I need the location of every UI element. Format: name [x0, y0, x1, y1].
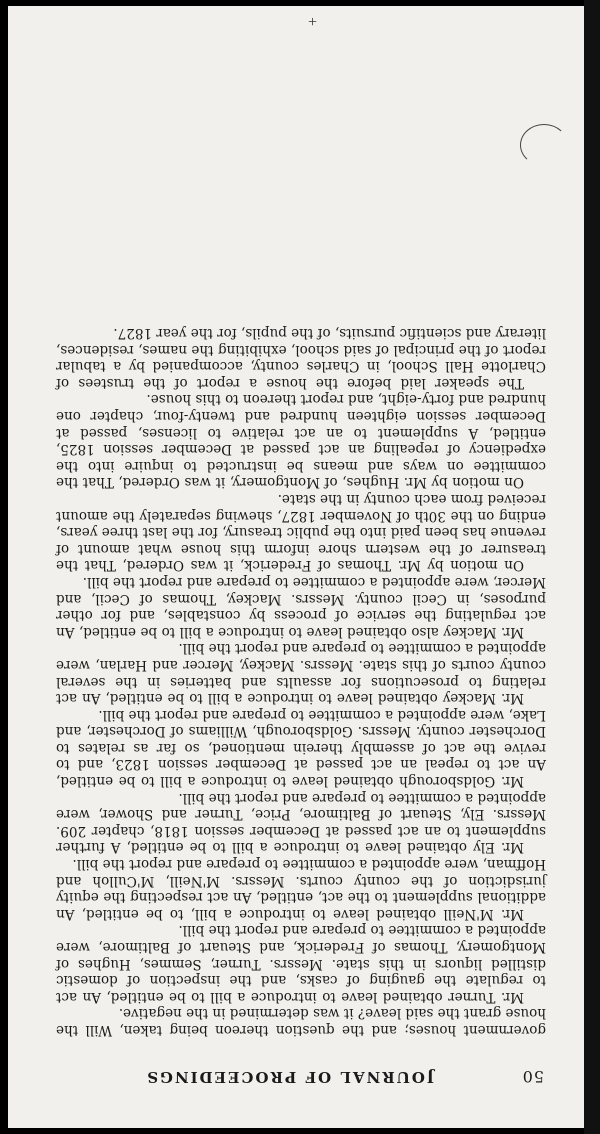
paragraph: On motion by Mr. Hughes, of Montgomery, it was Ordered, That the committee on ways and means be instructed to inquire into the expediency of repealing an act passed at December session 1825, entitled, A supplement to an act relative to licenses, passed at December session eighteen hundred and twenty-four, chapter one hundred and forty-eight, and report thereon to this house. [56, 391, 546, 491]
paragraph: government houses; and the question thereon being taken, Will the house grant the said leave? it was determined in the negative. [56, 1005, 546, 1038]
paragraph: On motion by Mr. Thomas of Frederick, it was Ordered, That the treasurer of the western shore inform this house what amount of revenue has been paid into the public treasury, for the last three years, ending on the 30th of November 1827, shewing separately the amount received from each county in the state. [56, 491, 546, 574]
margin-mark: + [308, 14, 318, 31]
document-page [8, 6, 584, 1128]
paragraph: Mr. Turner obtained leave to introduce a bill to be entitled, An act to regulate the gauging of casks, and the inspection of domestic distilled liquors in this state. Messrs. Turner, Semmes, Hughes of Montgomery, Thomas of Frederick, and Steuart of Baltimore, were appointed a committee to prepare and report the bill. [56, 922, 546, 1005]
scan-edge [584, 0, 600, 1134]
paragraph: Mr. Goldsborough obtained leave to introduce a bill to be entitled, An act to repeal an act passed at December session 1823, and to revive the act of assembly therein mentioned, so far as relates to Dorchester county. Messrs. Goldsborough, Williams of Dorchester, and Lake, were appointed a committee to prepare and report the bill. [56, 706, 546, 790]
body-text [56, 324, 546, 1038]
paragraph: Mr. Mackey obtained leave to introduce a bill to be entitled, An act relating to prosecutions for assaults and batteries in the several county courts of this state. Messrs. Mackey, Mercer and Harlan, were appointed a committee to prepare and report the bill. [56, 640, 546, 707]
running-title: JOURNAL OF PROCEEDINGS [145, 1068, 434, 1086]
page-header [44, 1056, 544, 1086]
page-number: 50 [521, 1067, 544, 1086]
rotated-page-content [8, 6, 584, 1128]
paragraph: The speaker laid before the house a report of the trustees of Charlotte Hall School, in Charles county, accompanied by a tabular report of the principal of said school, exhibiting the names, residences, literary and scientific pursuits, of the pupils, for the year 1827. [56, 325, 546, 391]
paragraph: Mr. M'Neill obtained leave to introduce a bill, to be entitled, An additional supplement to the act, entitled, An act respecting the equity jurisdiction of the county courts. Messrs. M'Neill, M'Culloh and Hoffman, were appointed a committee to prepare and report the bill. [56, 856, 546, 922]
pen-scratch [520, 124, 568, 166]
paragraph: Mr. Mackey also obtained leave to introduce a bill to be entitled, An act regulating the service of process by constables, and for other purposes, in Cecil county. Messrs. Mackey, Thomas of Cecil, and Mercer, were appointed a committee to prepare and report the bill. [56, 573, 546, 640]
paragraph: Mr. Ely obtained leave to introduce a bill to be entitled, A further supplement to an act passed at December session 1818, chapter 209. Messrs. Ely, Steuart of Baltimore, Price, Turner and Shower, were appointed a committee to prepare and report the bill. [56, 789, 546, 856]
